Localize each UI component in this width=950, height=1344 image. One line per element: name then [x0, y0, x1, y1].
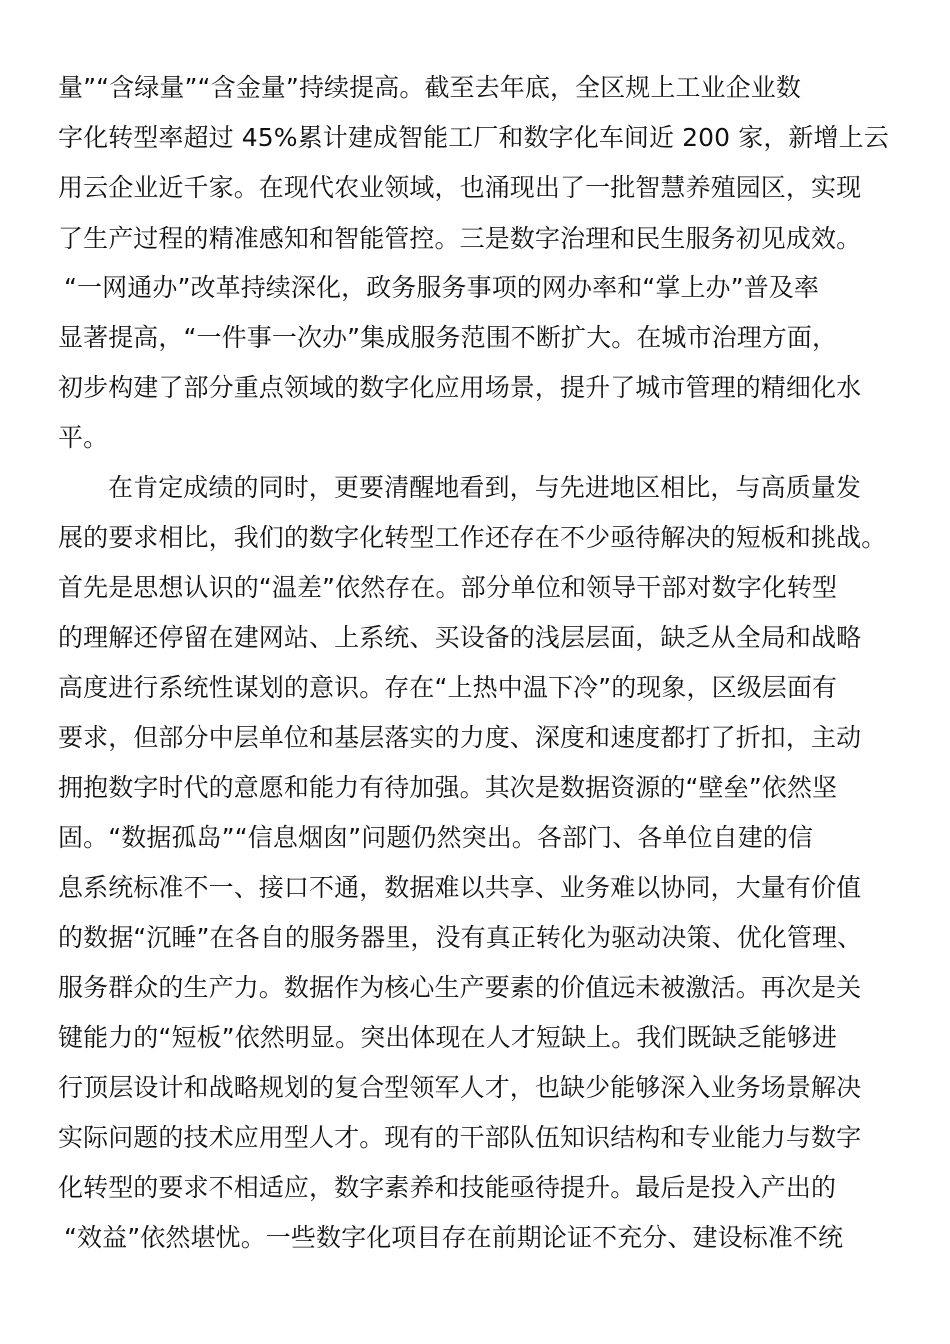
- text-line: “效益”依然堪忧。一些数字化项目存在前期论证不充分、建设标准不统: [64, 1223, 844, 1252]
- text-line: 高度进行系统性谋划的意识。存在“上热中温下冷”的现象，区级层面有: [58, 673, 838, 702]
- text-line: 化转型的要求不相适应，数字素养和技能亟待提升。最后是投入产出的: [58, 1173, 837, 1202]
- text-line: “一网通办”改革持续深化，政务服务事项的网办率和“掌上办”普及率: [64, 273, 820, 302]
- text-line: 行顶层设计和战略规划的复合型领军人才，也缺少能够深入业务场景解决: [58, 1073, 862, 1102]
- text-line: 量”“含绿量”“含金量”持续提高。截至去年底，全区规上工业企业数: [58, 73, 801, 102]
- text-line: 服务群众的生产力。数据作为核心生产要素的价值远未被激活。再次是关: [58, 973, 862, 1002]
- text-line: 了生产过程的精准感知和智能管控。三是数字治理和民生服务初见成效。: [58, 224, 862, 253]
- text-line: 键能力的“短板”依然明显。突出体现在人才短缺上。我们既缺乏能够进: [58, 1023, 838, 1052]
- text-line: 首先是思想认识的“温差”依然存在。部分单位和领导干部对数字化转型: [58, 573, 838, 602]
- text-line: 要求，但部分中层单位和基层落实的力度、深度和速度都打了折扣，主动: [58, 723, 862, 752]
- text-line: 初步构建了部分重点领域的数字化应用场景，提升了城市管理的精细化水: [58, 373, 862, 402]
- text-line: 拥抱数字时代的意愿和能力有待加强。其次是数据资源的“壁垒”依然坚: [58, 773, 838, 802]
- text-line: 在肯定成绩的同时，更要清醒地看到，与先进地区相比，与高质量发: [108, 473, 862, 502]
- text-line: 显著提高，“一件事一次办”集成服务范围不断扩大。在城市治理方面，: [58, 323, 838, 352]
- text-line: 息系统标准不一、接口不通，数据难以共享、业务难以协同，大量有价值: [58, 873, 862, 902]
- text-line: 实际问题的技术应用型人才。现有的干部队伍知识结构和专业能力与数字: [58, 1123, 862, 1152]
- text-line: 字化转型率超过 45%累计建成智能工厂和数字化车间近 200 家，新增上云: [58, 123, 889, 152]
- text-line: 的理解还停留在建网站、上系统、买设备的浅层层面，缺乏从全局和战略: [58, 623, 862, 652]
- text-line: 用云企业近千家。在现代农业领域，也涌现出了一批智慧养殖园区，实现: [58, 173, 862, 202]
- text-line: 的数据“沉睡”在各自的服务器里，没有真正转化为驱动决策、优化管理、: [58, 923, 863, 952]
- text-line: 展的要求相比，我们的数字化转型工作还存在不少亟待解决的短板和挑战。: [58, 523, 887, 552]
- text-line: 固。“数据孤岛”“信息烟囱”问题仍然突出。各部门、各单位自建的信: [58, 823, 814, 852]
- text-line: 平。: [58, 423, 109, 452]
